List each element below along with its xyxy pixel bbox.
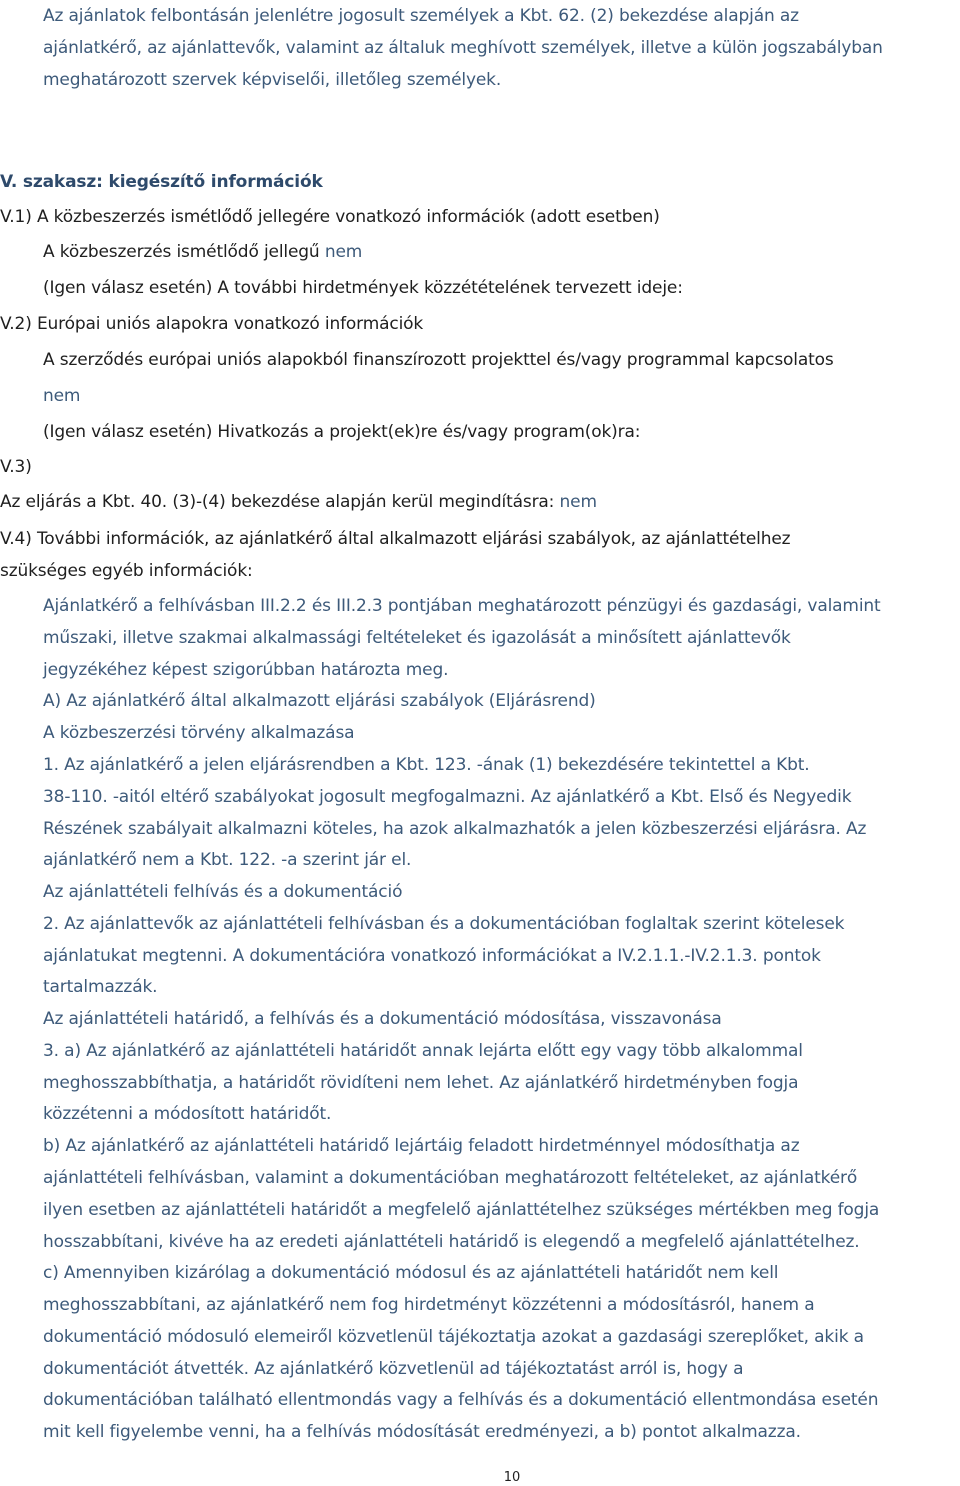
v1-label: V.1) A közbeszerzés ismétlődő jellegére vonatkozó információk (adott esetben) <box>0 207 660 227</box>
v3-procedure-value: nem <box>559 492 597 512</box>
v4-body-line: jegyzékéhez képest szigorúbban határozta meg. <box>43 660 449 680</box>
v4-body-line: b) Az ajánlatkérő az ajánlattételi határidő lejártáig feladott hirdetménnyel módosíthatja az <box>43 1136 800 1156</box>
v4-body-line: hosszabbítani, kivéve ha az eredeti ajánlattételi határidő is elegendő a megfelelő ajánlattételhez. <box>43 1232 860 1252</box>
v4-body-line: 38-110. -aitól eltérő szabályokat jogosult megfogalmazni. Az ajánlatkérő a Kbt. Első és Negyedik <box>43 787 852 807</box>
v4-body-line: ajánlatkérő nem a Kbt. 122. -a szerint jár el. <box>43 850 412 870</box>
v4-body-line: 2. Az ajánlattevők az ajánlattételi felhívásban és a dokumentációban foglaltak szerint kötelesek <box>43 914 845 934</box>
intro-line-1: Az ajánlatok felbontásán jelenlétre jogosult személyek a Kbt. 62. (2) bekezdése alapján az <box>43 6 799 26</box>
v4-body-line: meghosszabbíthatja, a határidőt rövidíteni nem lehet. Az ajánlatkérő hirdetményben fogja <box>43 1073 799 1093</box>
v4-body-line: közzétenni a módosított határidőt. <box>43 1104 332 1124</box>
v1-recurring-row <box>43 240 362 264</box>
v4-body-line: Részének szabályait alkalmazni köteles, ha azok alkalmazhatók a jelen közbeszerzési eljárásra. Az <box>43 819 867 839</box>
v4-body-line: ajánlattételi felhívásban, valamint a dokumentációban meghatározott feltételeket, az ajánlatkérő <box>43 1168 858 1188</box>
v1-recurring-label: A közbeszerzés ismétlődő jellegű <box>43 242 320 262</box>
v4-body-line: tartalmazzák. <box>43 977 158 997</box>
v4-body-line: Ajánlatkérő a felhívásban III.2.2 és III.2.3 pontjában meghatározott pénzügyi és gazdasági, valamint <box>43 596 881 616</box>
v3-label: V.3) <box>0 457 32 477</box>
v4-body-line: 1. Az ajánlatkérő a jelen eljárásrendben a Kbt. 123. -ának (1) bekezdésére tekintettel a Kbt. <box>43 755 810 775</box>
v2-label: V.2) Európai uniós alapokra vonatkozó információk <box>0 314 424 334</box>
v4-body-line: mit kell figyelembe venni, ha a felhívás módosítását eredményezi, a b) pontot alkalmazza. <box>43 1422 801 1442</box>
v4-label-line-2: szükséges egyéb információk: <box>0 561 253 581</box>
v2-eu-funds-value: nem <box>43 386 81 406</box>
v4-body-line: Az ajánlattételi határidő, a felhívás és a dokumentáció módosítása, visszavonása <box>43 1009 722 1029</box>
v4-body-line: Az ajánlattételi felhívás és a dokumentáció <box>43 882 403 902</box>
v2-eu-funds-label: A szerződés európai uniós alapokból finanszírozott projekttel és/vagy programmal kapcsolatos <box>43 350 834 370</box>
v4-body-line: műszaki, illetve szakmai alkalmassági feltételeket és igazolását a minősített ajánlattevők <box>43 628 791 648</box>
v3-procedure-row <box>0 490 597 514</box>
v4-body-line: dokumentációban található ellentmondás vagy a felhívás és a dokumentáció ellentmondása esetén <box>43 1390 879 1410</box>
v4-body-line: ilyen esetben az ajánlattételi határidőt a megfelelő ajánlattételhez szükséges mértékben meg fogja <box>43 1200 880 1220</box>
v1-recurring-value: nem <box>324 242 363 262</box>
v4-body-line: dokumentációt átvették. Az ajánlatkérő közvetlenül ad tájékoztatást arról is, hogy a <box>43 1359 744 1379</box>
v2-reference-label: (Igen válasz esetén) Hivatkozás a projekt(ek)re és/vagy program(ok)ra: <box>43 422 641 442</box>
v3-procedure-label: Az eljárás a Kbt. 40. (3)-(4) bekezdése alapján kerül megindításra: <box>0 492 555 512</box>
page-number: 10 <box>503 1470 521 1485</box>
v4-body-line: ajánlatukat megtenni. A dokumentációra vonatkozó információkat a IV.2.1.1.-IV.2.1.3. pontok <box>43 946 821 966</box>
v4-body-line: A) Az ajánlatkérő által alkalmazott eljárási szabályok (Eljárásrend) <box>43 691 596 711</box>
v4-label-line-1: V.4) További információk, az ajánlatkérő által alkalmazott eljárási szabályok, az ajánlattételhez <box>0 529 791 549</box>
v1-next-notice-label: (Igen válasz esetén) A további hirdetmények közzétételének tervezett ideje: <box>43 278 683 298</box>
v4-body-line: c) Amennyiben kizárólag a dokumentáció módosul és az ajánlattételi határidőt nem kell <box>43 1263 779 1283</box>
v4-body-line: 3. a) Az ajánlatkérő az ajánlattételi határidőt annak lejárta előtt egy vagy több alkalommal <box>43 1041 803 1061</box>
v4-body-line: meghosszabbítani, az ajánlatkérő nem fog hirdetményt közzétenni a módosításról, hanem a <box>43 1295 815 1315</box>
section-title: V. szakasz: kiegészítő információk <box>0 172 323 192</box>
v4-body-line: A közbeszerzési törvény alkalmazása <box>43 723 355 743</box>
intro-line-3: meghatározott szervek képviselői, illetőleg személyek. <box>43 70 502 90</box>
intro-line-2: ajánlatkérő, az ajánlattevők, valamint az általuk meghívott személyek, illetve a külön jogszabályban <box>43 38 883 58</box>
v4-body-line: dokumentáció módosuló elemeiről közvetlenül tájékoztatja azokat a gazdasági szereplőket, akik a <box>43 1327 864 1347</box>
